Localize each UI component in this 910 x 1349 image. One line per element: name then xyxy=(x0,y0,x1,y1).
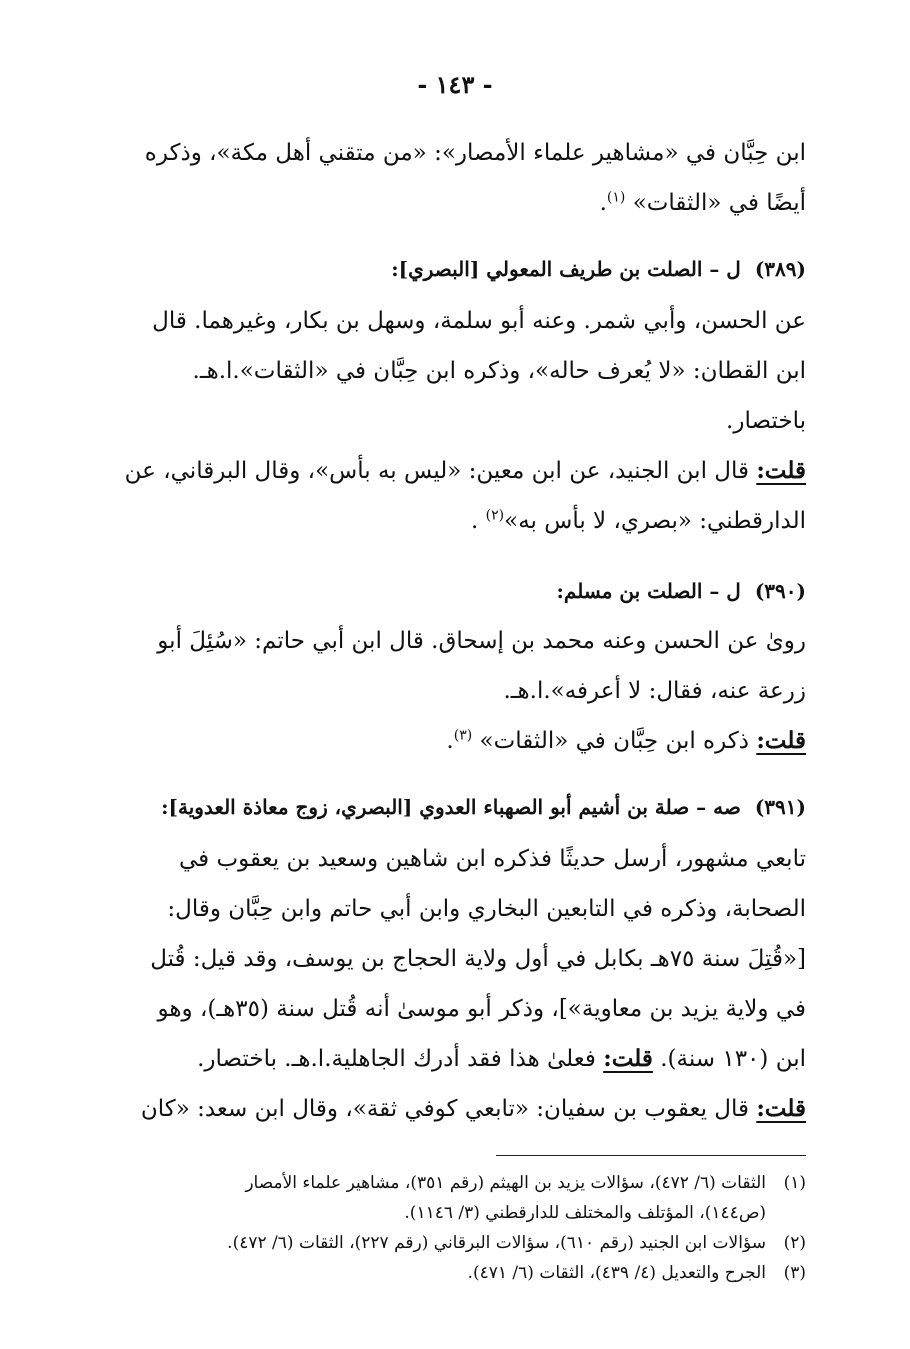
paragraph-line: الصحابة، وذكره في التابعين البخاري وابن أبي حاتم وابن حِبَّان وقال: xyxy=(167,896,806,922)
inline-qult-label: قلت: xyxy=(603,1045,653,1072)
entry-390-body xyxy=(106,616,806,766)
entry-number: (٣٨٩) xyxy=(754,257,806,281)
qult-end: . xyxy=(471,508,479,534)
footnote-text: سؤالات ابن الجنيد (رقم ٦١٠)، سؤالات البرقاني (رقم ٢٢٧)، الثقات (٦/ ٤٧٢). xyxy=(227,1233,766,1253)
footnote-text: الجرح والتعديل (٤/ ٤٣٩)، الثقات (٦/ ٤٧١). xyxy=(467,1263,766,1283)
qult-end: . xyxy=(446,728,454,754)
intro-paragraph xyxy=(106,128,806,228)
qult-text: قال ابن الجنيد، عن ابن معين: «ليس به بأس»، وقال البرقاني، عن xyxy=(124,458,749,484)
paragraph-line: ابن القطان: «لا يُعرف حاله»، وذكره ابن حِبَّان في «الثقات».ا.هـ. xyxy=(192,358,806,384)
footnote-separator xyxy=(496,1155,806,1156)
qult-text: ذكره ابن حِبَّان في «الثقات» xyxy=(479,728,749,754)
entry-389-body xyxy=(106,296,806,546)
footnote-number: (١) xyxy=(783,1173,806,1193)
footnote-ref-1: (١) xyxy=(606,189,626,206)
qult-line xyxy=(106,1084,806,1134)
footnote-text: الثقات (٦/ ٤٧٢)، سؤالات يزيد بن الهيثم (رقم ٣٥١)، مشاهير علماء الأمصار xyxy=(245,1173,766,1193)
qult-label: قلت: xyxy=(756,1095,806,1122)
entry-title: ل – الصلت بن مسلم: xyxy=(556,579,741,603)
footnotes xyxy=(106,1168,806,1288)
entry-heading-390 xyxy=(96,574,806,608)
paragraph-line: زرعة عنه، فقال: لا أعرفه».ا.هـ. xyxy=(503,678,806,704)
qult-text: الدارقطني: «بصري، لا بأس به» xyxy=(504,508,806,534)
last-line-post: فعلىٰ هذا فقد أدرك الجاهلية.ا.هـ. باختصار. xyxy=(197,1046,596,1072)
entry-heading-389 xyxy=(96,252,806,286)
footnote-1-cont: (ص١٤٤)، المؤتلف والمختلف للدارقطني (٣/ ١١٤٦). xyxy=(404,1203,766,1223)
paragraph-line: تابعي مشهور، أرسل حديثًا فذكره ابن شاهين وسعيد بن يعقوب في xyxy=(178,846,806,872)
intro-line-2-text: أيضًا في «الثقات» xyxy=(632,190,806,216)
entry-heading-391 xyxy=(96,790,806,824)
intro-line-2 xyxy=(106,178,806,228)
entry-number: (٣٩١) xyxy=(754,795,806,819)
paragraph-line: باختصار. xyxy=(726,408,806,434)
footnote-3 xyxy=(106,1258,806,1288)
entry-391-body xyxy=(106,834,806,1134)
paragraph-line: في ولاية يزيد بن معاوية»]، وذكر أبو موسىٰ أنه قُتل سنة (٣٥هـ)، وهو xyxy=(157,996,806,1022)
page-number: - ١٤٣ - xyxy=(417,70,493,99)
entry-title: صه – صلة بن أشيم أبو الصهباء العدوي [البصري، زوج معاذة العدوية]: xyxy=(161,795,741,819)
qult-text: قال يعقوب بن سفيان: «تابعي كوفي ثقة»، وقال ابن سعد: «كان xyxy=(140,1096,749,1122)
qult-label: قلت: xyxy=(756,457,806,484)
entry-title: ل – الصلت بن طريف المعولي [البصري]: xyxy=(391,257,741,281)
entry-number: (٣٩٠) xyxy=(754,579,806,603)
paragraph-line: [«قُتِلَ سنة ٧٥هـ بكابل في أول ولاية الحجاج بن يوسف، وقد قيل: قُتل xyxy=(150,946,806,972)
footnote-ref-3: (٣) xyxy=(453,727,473,744)
footnote-2 xyxy=(106,1228,806,1258)
footnote-ref-2: (٢) xyxy=(485,507,505,524)
last-line-pre: ابن (١٣٠ سنة). xyxy=(660,1046,806,1072)
qult-line xyxy=(106,446,806,496)
footnote-number: (٢) xyxy=(783,1233,806,1253)
footnote-1 xyxy=(106,1168,806,1198)
qult-label: قلت: xyxy=(756,727,806,754)
intro-line-1: ابن حِبَّان في «مشاهير علماء الأمصار»: «من متقني أهل مكة»، وذكره xyxy=(144,140,806,166)
intro-end: . xyxy=(599,190,607,216)
paragraph-line xyxy=(106,1034,806,1084)
paragraph-line: روىٰ عن الحسن وعنه محمد بن إسحاق. قال ابن أبي حاتم: «سُئِلَ أبو xyxy=(157,628,806,654)
paragraph-line: عن الحسن، وأبي شمر. وعنه أبو سلمة، وسهل بن بكار، وغيرهما. قال xyxy=(152,308,806,334)
footnote-number: (٣) xyxy=(783,1263,806,1283)
qult-line xyxy=(106,496,806,546)
qult-line xyxy=(106,716,806,766)
